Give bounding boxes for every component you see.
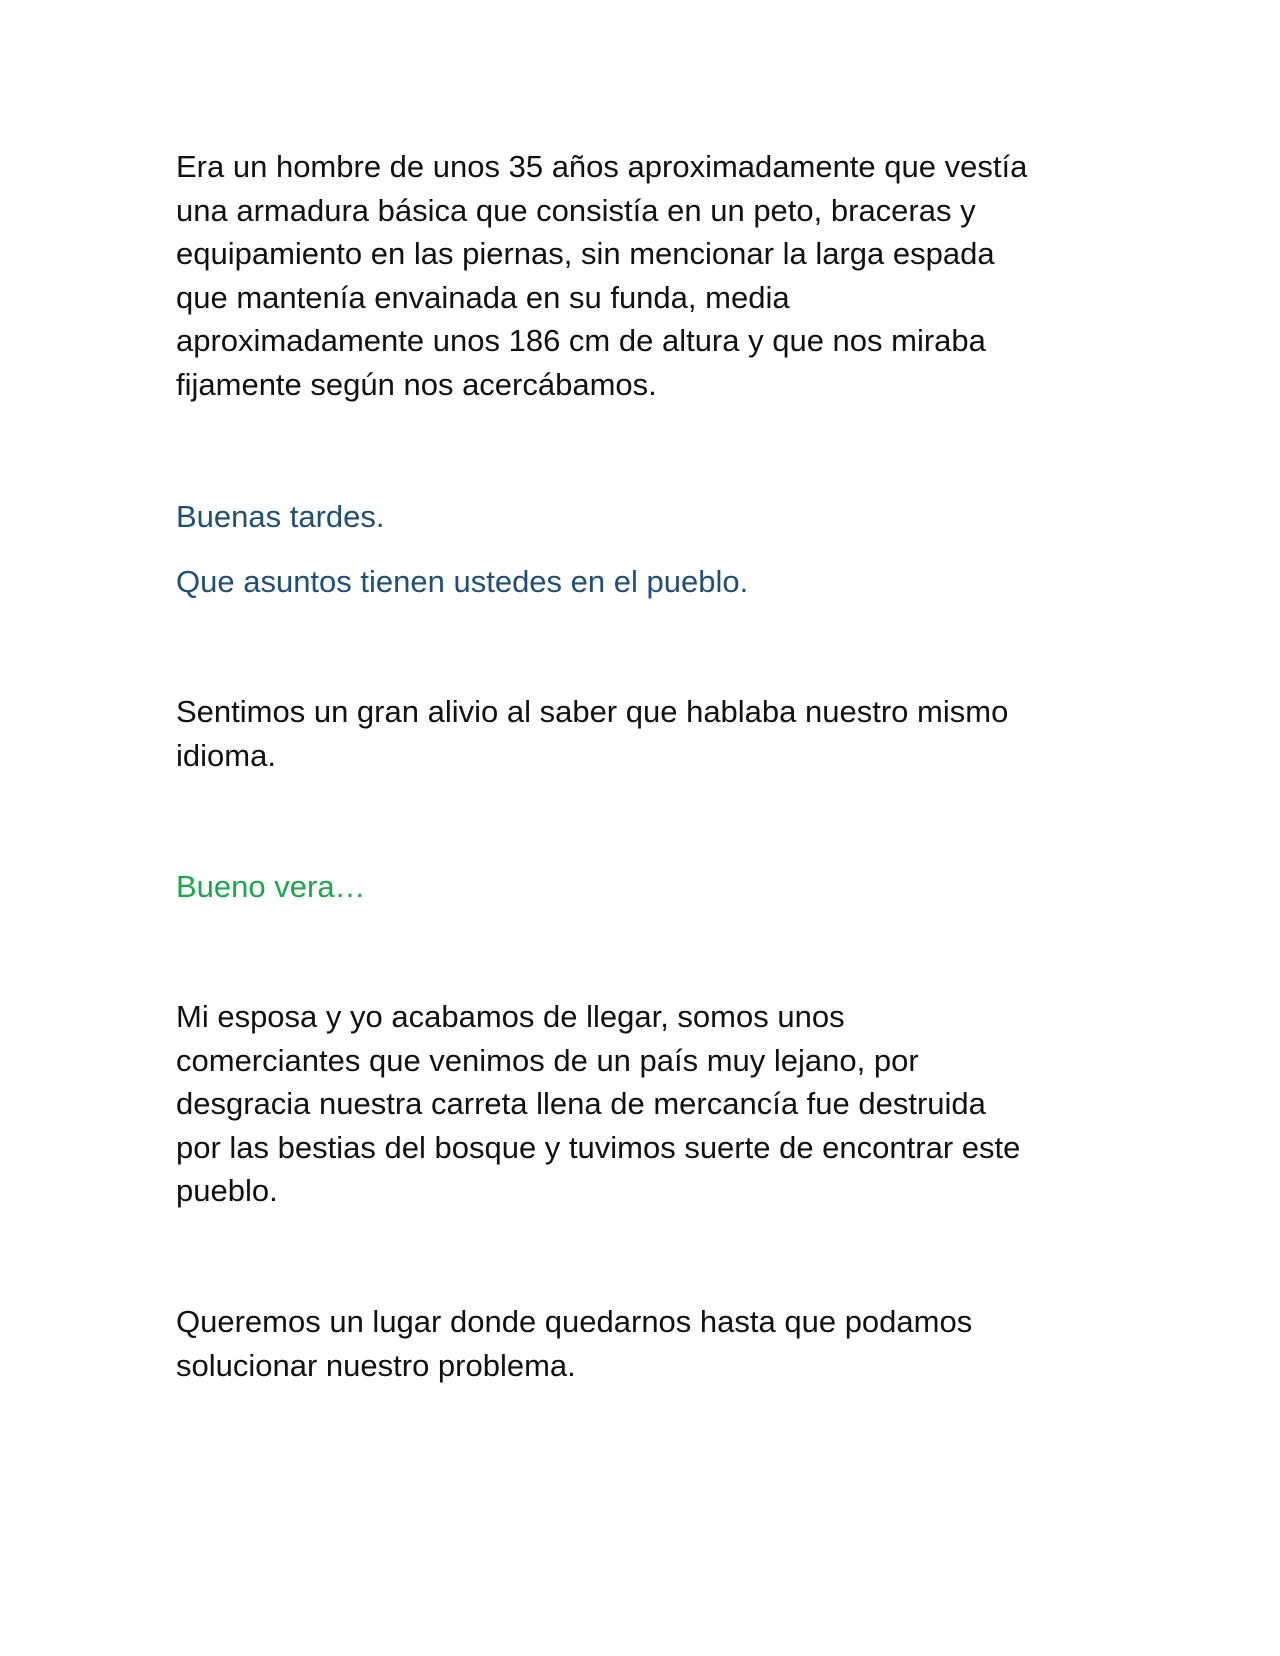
narration-paragraph: Era un hombre de unos 35 años aproximadamente que vestía una armadura básica que consistía en un peto, braceras y equipamiento en las piernas, sin mencionar la larga espada que mantenía envainada en su funda, media aproximadamente unos 186 cm de altura y que nos miraba fijamente según nos acercábamos. [176, 149, 1028, 402]
dialogue-line-guard-greeting: Buenas tardes. [176, 499, 385, 534]
dialogue-line-narrator-reply: Bueno vera… [176, 869, 366, 904]
dialogue-line-guard-question: Que asuntos tienen ustedes en el pueblo. [176, 564, 749, 599]
dialogue-paragraph: Mi esposa y yo acabamos de llegar, somos unos comerciantes que venimos de un país muy lejano, por desgracia nuestra carreta llena de mercancía fue destruida por las bestias del bosque y tuvimos suerte de encontrar este pueblo. [176, 999, 1021, 1208]
narration-paragraph: Sentimos un gran alivio al saber que hablaba nuestro mismo idioma. [176, 694, 1009, 773]
dialogue-paragraph: Queremos un lugar donde quedarnos hasta que podamos solucionar nuestro problema. [176, 1304, 973, 1383]
